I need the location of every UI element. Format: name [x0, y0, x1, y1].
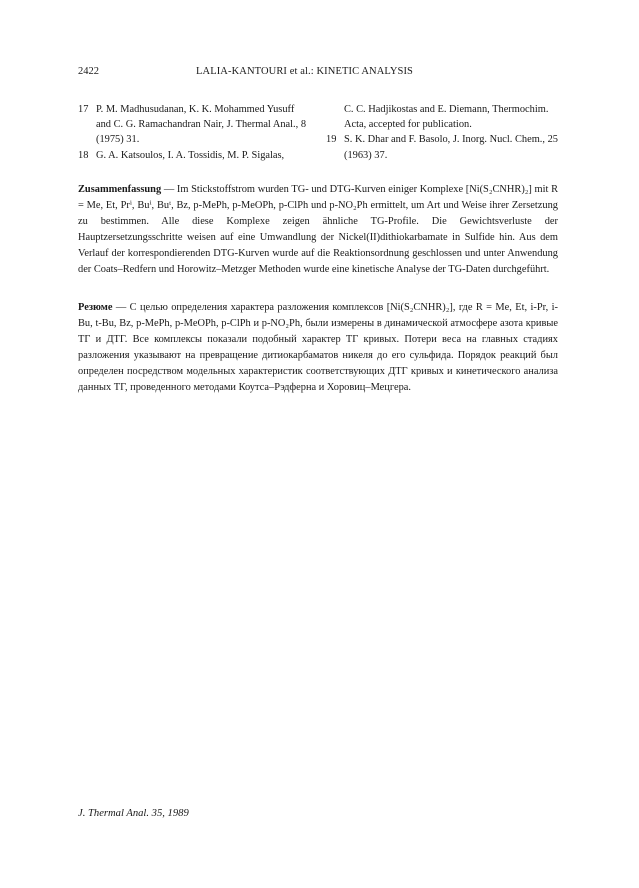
running-title: LALIA-KANTOURI et al.: KINETIC ANALYSIS [196, 66, 414, 77]
page-header [78, 66, 558, 82]
abstract-russian [78, 300, 558, 396]
reference-number: 17 [78, 104, 89, 115]
reference-item [78, 102, 310, 148]
abstract-russian-body: — С целью определения характера разложения комплексов [Ni(S₂CNHR)₂], где R = Me, Et, i-Pr, i-Bu, t-Bu, Bz, p-MePh, p-MeOPh, p-ClPh и p-NO₂Ph, были измерены в динамической атмосфере азота кривые ТГ и ДТГ. Все комплексы показали подобный характер ТГ кривых. Потери веса на главных стадиях разложения указывают на превращение дитиокарбаматов никеля до его сульфида. Порядок реакций был определен посредством модельных характеристик соответствующих ДТГ кривых и кинетического анализа данных ТГ, проведенного методами Коутса–Рэдферна и Хоровиц–Мецгера. [78, 302, 558, 393]
reference-item [326, 132, 558, 162]
reference-text: C. C. Hadjikostas and E. Diemann, Thermochim. Acta, accepted for publication. [344, 104, 549, 131]
reference-text: G. A. Katsoulos, I. A. Tossidis, M. P. Sigalas, [96, 149, 285, 161]
abstract-german [78, 182, 558, 278]
reference-text: P. M. Madhusudanan, K. K. Mohammed Yusuff and C. G. Ramachandran Nair, J. Thermal Anal., 8 (1975) 31. [96, 104, 307, 146]
reference-text: S. K. Dhar and F. Basolo, J. Inorg. Nucl. Chem., 25 (1963) 37. [344, 134, 558, 161]
reference-item [78, 148, 310, 163]
abstract-german-heading: Zusammenfassung [78, 184, 162, 195]
abstract-german-body: — Im Stickstoffstrom wurden TG- und DTG-Kurven einiger Komplexe [Ni(S₂CNHR)₂] mit R = Me, Et, Prⁱ, Buⁱ, Buᵗ, Bz, p-MePh, p-MeOPh, p-ClPh und p-NO₂Ph ermittelt, um Art und Weise ihrer Zersetzung zu bestimmen. Alle diese Komplexe zeigen ähnliche TG-Profile. Die Gewichtsverluste der Hauptzersetzungsschritte weisen auf eine Umwandlung der Nickel(II)dithiokarbamate in Sulfide hin. Aus dem Verlauf der korrespondierenden DTG-Kurven wurde auf die Reaktionsordnung geschlossen und unter Anwendung der Coats–Redfern und Horowitz–Metzger Methoden wurde eine kinetische Analyse der TG-Daten durchgeführt. [78, 184, 558, 275]
abstract-russian-heading: Резюме [78, 302, 113, 313]
reference-item-continued [326, 102, 558, 132]
reference-number: 18 [78, 149, 89, 161]
references-right-column [326, 102, 558, 163]
reference-number: 19 [326, 134, 337, 146]
journal-footer: J. Thermal Anal. 35, 1989 [78, 808, 189, 819]
references-left-column [78, 102, 310, 163]
page-number: 2422 [78, 66, 99, 77]
